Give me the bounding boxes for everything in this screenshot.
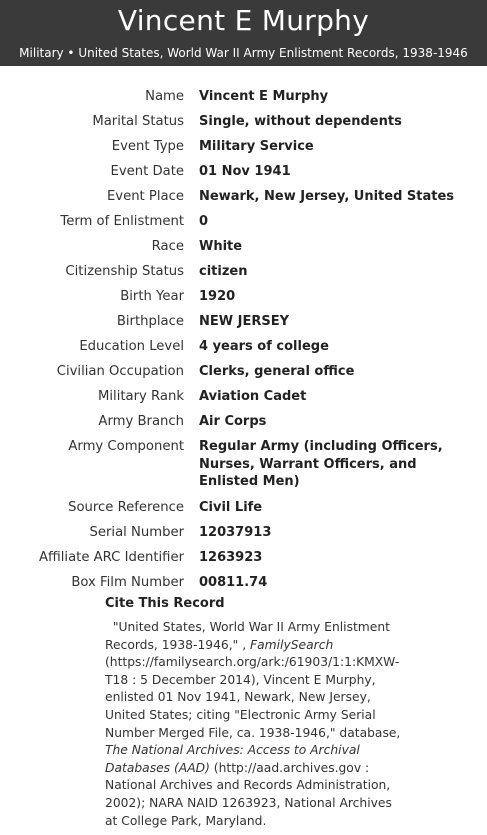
record-row — [0, 495, 487, 520]
collection-title: Military • United States, World War II Army Enlistment Records, 1938-1946 — [19, 46, 468, 60]
record-row — [0, 384, 487, 409]
field-value: NEW JERSEY — [199, 314, 290, 329]
record-row — [0, 334, 487, 359]
field-label: Birthplace — [116, 314, 184, 329]
field-label: Source Reference — [68, 499, 184, 515]
field-label: Event Type — [111, 139, 184, 154]
citation-section — [105, 594, 405, 830]
citation-title: Cite This Record — [105, 596, 225, 611]
record-row — [0, 284, 487, 309]
citation-part-1: "United States, World War II Army Enlistment Records, 1938-1946," , — [105, 620, 390, 652]
field-value: Aviation Cadet — [199, 389, 307, 404]
record-row — [0, 134, 487, 159]
record-row — [0, 520, 487, 545]
record-row — [0, 545, 487, 570]
record-header — [0, 0, 487, 66]
field-value: 01 Nov 1941 — [199, 164, 291, 179]
field-label: Serial Number — [89, 524, 184, 540]
field-label: Education Level — [79, 339, 184, 354]
field-label: Term of Enlistment — [60, 214, 184, 229]
field-value: 1920 — [199, 289, 236, 304]
record-row — [0, 570, 487, 595]
record-row — [0, 434, 487, 495]
record-row — [0, 109, 487, 134]
field-label: Box Film Number — [71, 574, 184, 590]
citation-database-name: The National Archives: Access to Archival Databases (AAD) — [105, 743, 360, 775]
record-row — [0, 234, 487, 259]
record-row — [0, 359, 487, 384]
record-row — [0, 209, 487, 234]
record-row — [0, 84, 487, 109]
field-value: Regular Army (including Officers, Nurses, Warrant Officers, and Enlisted Men) — [199, 439, 443, 489]
record-fields — [0, 84, 487, 595]
field-value: Vincent E Murphy — [199, 89, 329, 104]
field-label: Birth Year — [120, 289, 184, 304]
record-row — [0, 259, 487, 284]
record-row — [0, 184, 487, 209]
record-row — [0, 409, 487, 434]
field-value: Single, without dependents — [199, 114, 402, 129]
field-value: Clerks, general office — [199, 364, 355, 379]
field-value: 00811.74 — [199, 574, 268, 590]
field-label: Marital Status — [92, 114, 184, 129]
field-value: Air Corps — [199, 414, 267, 429]
field-label: Civilian Occupation — [56, 364, 184, 379]
field-value: 1263923 — [199, 549, 263, 565]
field-value: Newark, New Jersey, United States — [199, 189, 455, 204]
citation-text — [105, 619, 405, 830]
field-label: Event Place — [106, 189, 184, 204]
field-value: Civil Life — [199, 499, 263, 515]
field-label: Army Branch — [98, 414, 184, 429]
record-row — [0, 159, 487, 184]
field-label: Citizenship Status — [65, 264, 184, 279]
field-label: Army Component — [68, 439, 184, 454]
citation-part-5: (http://aad.archives.gov : National Archives and Records Administration, 2002); NARA NAID 1263923, National Archives at College Park, Maryland. — [105, 760, 392, 828]
field-value: Military Service — [199, 139, 314, 154]
field-value: 4 years of college — [199, 339, 329, 354]
person-name-title: Vincent E Murphy — [117, 4, 370, 37]
citation-source-name: FamilySearch — [250, 637, 334, 652]
field-label: Military Rank — [98, 389, 184, 404]
field-label: Race — [151, 239, 184, 254]
field-value: 12037913 — [199, 524, 272, 540]
field-label: Affiliate ARC Identifier — [39, 549, 184, 565]
field-value: 0 — [199, 214, 209, 229]
record-row — [0, 309, 487, 334]
field-label: Event Date — [110, 164, 184, 179]
field-label: Name — [145, 89, 184, 104]
field-value: citizen — [199, 264, 248, 279]
citation-part-3: (https://familysearch.org/ark:/61903/1:1:KMXW-T18 : 5 December 2014), Vincent E Murphy, enlisted 01 Nov 1941, Newark, New Jersey, United States; citing "Electronic Army Serial Number Merged File, ca. 1938-1946," database, — [105, 655, 401, 740]
field-value: White — [199, 239, 243, 254]
